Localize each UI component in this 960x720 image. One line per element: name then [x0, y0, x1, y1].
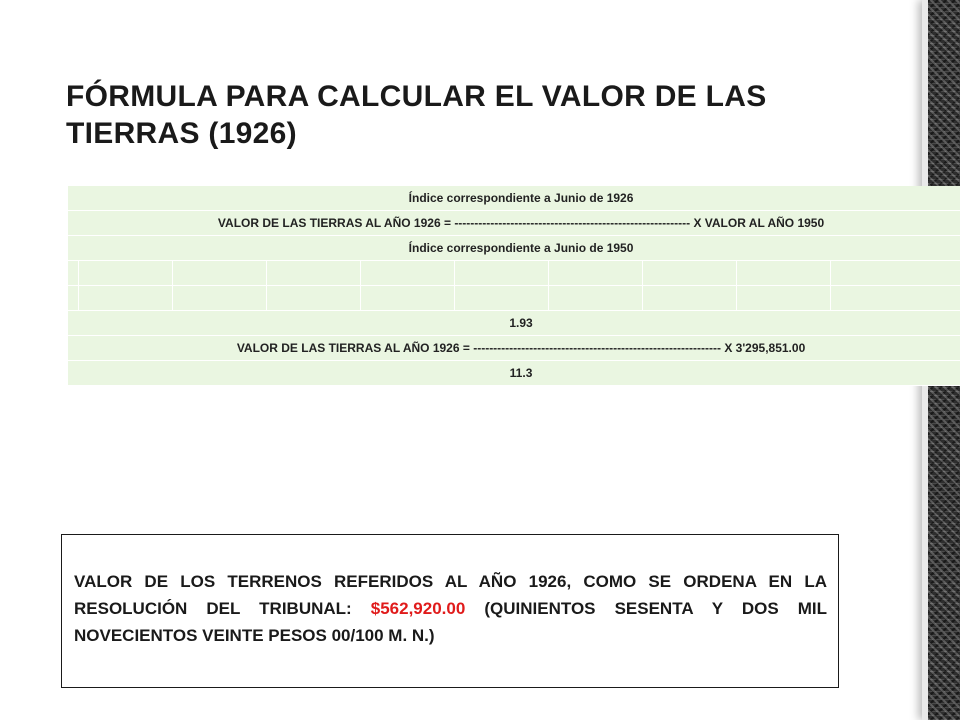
empty-cell: [360, 261, 454, 286]
empty-cell: [78, 261, 172, 286]
calculation-denominator-cell: [68, 361, 960, 386]
calculation-fraction-bar: --------------------------------------------------------------: [473, 341, 721, 355]
formula-fraction-bar: -----------------------------------------------------------: [454, 216, 691, 230]
formula-rhs: X VALOR AL AÑO 1950: [693, 216, 825, 230]
formula-numerator-row: [68, 186, 960, 211]
empty-cell: [642, 261, 736, 286]
empty-cell: [830, 286, 960, 311]
empty-cell: [78, 286, 172, 311]
calculation-denominator-value: 11.3: [509, 366, 533, 380]
result-text: [74, 568, 827, 649]
formula-equation-row: [68, 211, 960, 236]
empty-cell: [266, 261, 360, 286]
empty-cell: [454, 261, 548, 286]
formula-table: [68, 186, 960, 386]
calculation-equation-row: [68, 336, 960, 361]
empty-cell: [830, 261, 960, 286]
empty-cell: [68, 261, 78, 286]
formula-denominator-row: [68, 236, 960, 261]
result-text-after: (QUINIENTOS SESENTA Y DOS MIL NOVECIENTOS VEINTE PESOS 00/100 M. N.): [74, 599, 827, 645]
empty-cell: [172, 286, 266, 311]
calculation-rhs: X 3'295,851.00: [724, 341, 806, 355]
calculation-numerator-row: [68, 311, 960, 336]
empty-cell: [360, 286, 454, 311]
empty-grid-row: [68, 261, 960, 286]
empty-grid-row: [68, 286, 960, 311]
empty-cell: [548, 261, 642, 286]
result-text-before: VALOR DE LOS TERRENOS REFERIDOS AL AÑO 1926, COMO SE ORDENA EN LA RESOLUCIÓN DEL TRIBUNAL:: [74, 572, 827, 618]
formula-lhs: VALOR DE LAS TIERRAS AL AÑO 1926 =: [217, 216, 451, 230]
result-box: [61, 534, 839, 688]
formula-equation-cell: [68, 211, 960, 236]
calculation-denominator-row: [68, 361, 960, 386]
empty-cell: [736, 286, 830, 311]
empty-cell: [68, 286, 78, 311]
calculation-lhs: VALOR DE LAS TIERRAS AL AÑO 1926 =: [236, 341, 470, 355]
empty-cell: [548, 286, 642, 311]
calculation-numerator-cell: [68, 311, 960, 336]
empty-cell: [454, 286, 548, 311]
formula-denominator-label: Índice correspondiente a Junio de 1950: [408, 241, 634, 255]
calculation-equation-cell: [68, 336, 960, 361]
empty-cell: [642, 286, 736, 311]
empty-cell: [736, 261, 830, 286]
formula-numerator-label: Índice correspondiente a Junio de 1926: [408, 191, 634, 205]
formula-numerator-cell: [68, 186, 960, 211]
formula-denominator-cell: [68, 236, 960, 261]
empty-cell: [266, 286, 360, 311]
empty-cell: [172, 261, 266, 286]
page-title: FÓRMULA PARA CALCULAR EL VALOR DE LAS TIERRAS (1926): [66, 80, 767, 150]
calculation-numerator-value: 1.93: [509, 316, 533, 330]
result-amount: $562,920.00: [370, 599, 466, 618]
